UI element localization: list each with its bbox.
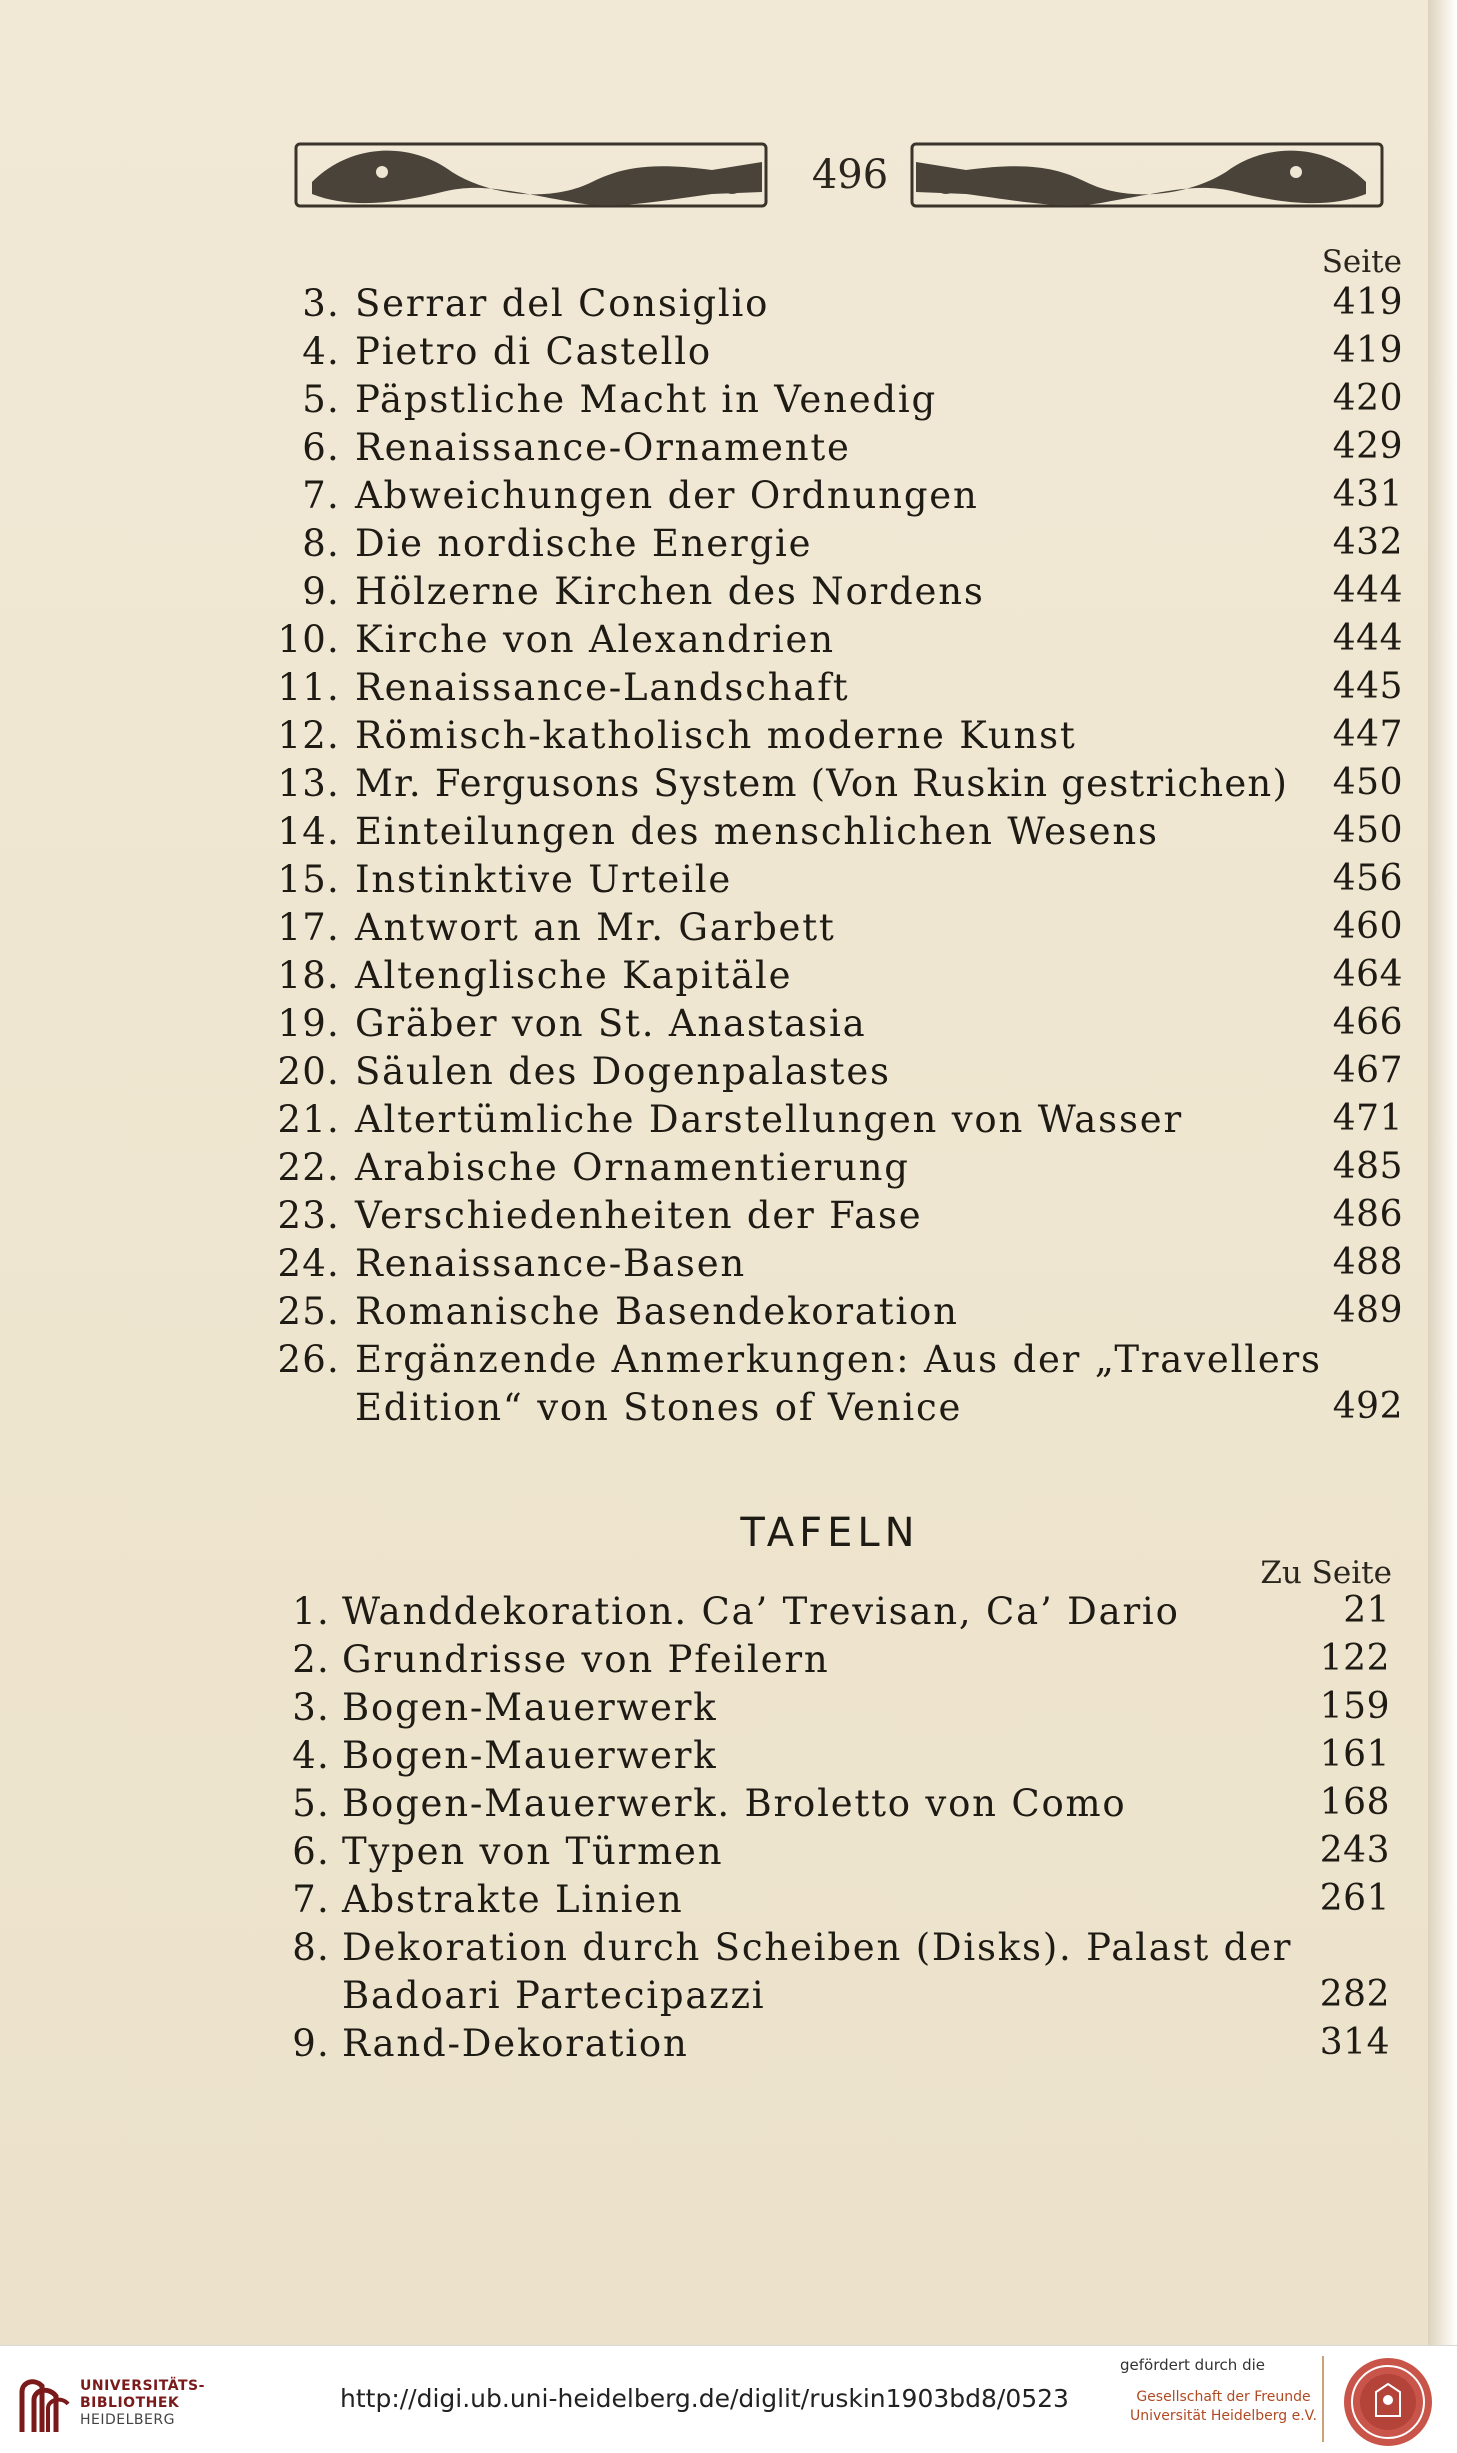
toc-row [0,1002,1457,1050]
toc-title: Päpstliche Macht in Venedig [355,378,938,421]
toc-row [0,618,1457,666]
toc-title: Renaissance-Landschaft [355,666,850,709]
toc-page: 447 [1332,714,1403,755]
toc-number: 6. [302,426,340,469]
toc-title: Altenglische Kapitäle [355,954,793,997]
toc-number: 4. [302,330,340,373]
toc-title: Romanische Basendekoration [355,1290,959,1333]
toc-page: 429 [1332,426,1403,467]
toc-title: Ergänzende Anmerkungen: Aus der „Travellers [355,1338,1322,1381]
plate-row [0,1686,1457,1734]
plates-column-header: Zu Seite [1260,1555,1392,1591]
toc-title: Renaissance-Ornamente [355,426,851,469]
toc-number: 5. [302,378,340,421]
footer-bar [0,2345,1457,2453]
plate-number: 4. [292,1734,330,1777]
plate-row [0,1926,1457,1974]
toc-column-header: Seite [1321,244,1402,280]
toc-title: Antwort an Mr. Garbett [355,906,836,949]
toc-title: Serrar del Consiglio [355,282,770,325]
plate-title: Rand-Dekoration [342,2022,689,2065]
plate-number: 9. [292,2022,330,2065]
toc-number: 24. [277,1242,340,1285]
plate-row [0,1974,1457,2022]
toc-number: 12. [277,714,340,757]
toc-row [0,954,1457,1002]
toc-row [0,762,1457,810]
toc-row [0,282,1457,330]
toc-number: 19. [277,1002,340,1045]
library-line-3: HEIDELBERG [80,2412,175,2428]
toc-row [0,1242,1457,1290]
footer-divider [1322,2356,1324,2442]
toc-title: Hölzerne Kirchen des Nordens [355,570,985,613]
university-seal-icon [1340,2354,1436,2450]
toc-number: 7. [302,474,340,517]
plate-page: 159 [1319,1686,1390,1727]
toc-title: Die nordische Energie [355,522,813,565]
plate-title: Badoari Partecipazzi [342,1974,766,2017]
toc-title: Mr. Fergusons System (Von Ruskin gestrichen) [355,762,1289,805]
toc-page: 431 [1332,474,1403,515]
toc-page: 420 [1332,378,1403,419]
toc-page: 492 [1332,1386,1403,1427]
plate-number: 6. [292,1830,330,1873]
toc-number: 3. [302,282,340,325]
toc-number: 26. [277,1338,340,1381]
toc-number: 9. [302,570,340,613]
plate-row [0,2022,1457,2070]
toc-page: 486 [1332,1194,1403,1235]
plate-title: Dekoration durch Scheiben (Disks). Palast der [342,1926,1293,1969]
plate-title: Abstrakte Linien [342,1878,684,1921]
plate-number: 3. [292,1686,330,1729]
toc-page: 432 [1332,522,1403,563]
plate-title: Bogen-Mauerwerk [342,1686,718,1729]
plate-number: 7. [292,1878,330,1921]
plate-row [0,1782,1457,1830]
toc-title: Edition“ von Stones of Venice [355,1386,963,1429]
plate-page: 161 [1319,1734,1390,1775]
toc-row [0,1194,1457,1242]
sponsor-name [1130,2388,1317,2426]
toc-number: 13. [277,762,340,805]
toc-row [0,474,1457,522]
toc-page: 450 [1332,762,1403,803]
toc-row [0,378,1457,426]
toc-row [0,1338,1457,1386]
toc-row [0,1098,1457,1146]
toc-title: Römisch-katholisch moderne Kunst [355,714,1077,757]
plate-title: Bogen-Mauerwerk. Broletto von Como [342,1782,1127,1825]
toc-page: 466 [1332,1002,1403,1043]
sponsor-label: gefördert durch die [1120,2356,1265,2374]
toc-page: 445 [1332,666,1403,707]
toc-page: 471 [1332,1098,1403,1139]
toc-row [0,570,1457,618]
plate-number: 8. [292,1926,330,1969]
toc-title: Abweichungen der Ordnungen [355,474,979,517]
toc-row [0,714,1457,762]
toc-page: 444 [1332,570,1403,611]
toc-number: 20. [277,1050,340,1093]
toc-page: 485 [1332,1146,1403,1187]
plate-title: Bogen-Mauerwerk [342,1734,718,1777]
plate-page: 282 [1319,1974,1390,2015]
toc-page: 456 [1332,858,1403,899]
toc-number: 17. [277,906,340,949]
toc-number: 14. [277,810,340,853]
toc-page: 419 [1332,330,1403,371]
toc-row [0,426,1457,474]
toc-number: 21. [277,1098,340,1141]
toc-row [0,1290,1457,1338]
library-name [80,2378,205,2429]
toc-title: Altertümliche Darstellungen von Wasser [355,1098,1183,1141]
toc-title: Arabische Ornamentierung [355,1146,910,1189]
plate-page: 21 [1343,1590,1390,1631]
plate-row [0,1734,1457,1782]
plate-title: Wanddekoration. Ca’ Trevisan, Ca’ Dario [342,1590,1180,1633]
toc-title: Einteilungen des menschlichen Wesens [355,810,1159,853]
toc-row [0,1146,1457,1194]
toc-row [0,666,1457,714]
plate-page: 168 [1319,1782,1390,1823]
plate-title: Typen von Türmen [342,1830,724,1873]
plate-number: 1. [292,1590,330,1633]
sponsor-line-1: Gesellschaft der Freunde [1136,2389,1311,2405]
toc-page: 450 [1332,810,1403,851]
plate-page: 243 [1319,1830,1390,1871]
permalink-url[interactable]: http://digi.ub.uni-heidelberg.de/diglit/ruskin1903bd8/0523 [340,2384,1069,2413]
toc-title: Pietro di Castello [355,330,712,373]
plate-number: 2. [292,1638,330,1681]
toc-page: 489 [1332,1290,1403,1331]
sponsor-line-2: Universität Heidelberg e.V. [1130,2408,1317,2424]
plate-page: 261 [1319,1878,1390,1919]
toc-title: Kirche von Alexandrien [355,618,835,661]
toc-row [0,810,1457,858]
toc-number: 15. [277,858,340,901]
plate-row [0,1638,1457,1686]
toc-number: 8. [302,522,340,565]
plate-page: 314 [1319,2022,1390,2063]
toc-page: 464 [1332,954,1403,995]
library-line-1: UNIVERSITÄTS- [80,2378,205,2394]
toc-number: 18. [277,954,340,997]
toc-row [0,1386,1457,1434]
toc-row [0,522,1457,570]
library-logo-icon [14,2374,72,2438]
toc-row [0,858,1457,906]
toc-page: 467 [1332,1050,1403,1091]
toc-title: Instinktive Urteile [355,858,733,901]
page-number: 496 [811,152,889,198]
toc-page: 460 [1332,906,1403,947]
toc-number: 10. [277,618,340,661]
plate-row [0,1878,1457,1926]
plate-number: 5. [292,1782,330,1825]
toc-number: 22. [277,1146,340,1189]
plate-title: Grundrisse von Pfeilern [342,1638,830,1681]
toc-title: Säulen des Dogenpalastes [355,1050,891,1093]
toc-number: 11. [277,666,340,709]
plate-row [0,1590,1457,1638]
toc-row [0,330,1457,378]
toc-number: 23. [277,1194,340,1237]
toc-page: 488 [1332,1242,1403,1283]
plates-heading: TAFELN [740,1510,920,1556]
toc-title: Renaissance-Basen [355,1242,747,1285]
toc-number: 25. [277,1290,340,1333]
toc-page: 444 [1332,618,1403,659]
toc-row [0,1050,1457,1098]
plate-row [0,1830,1457,1878]
plate-page: 122 [1319,1638,1390,1679]
library-line-2: BIBLIOTHEK [80,2395,180,2411]
toc-title: Gräber von St. Anastasia [355,1002,867,1045]
toc-title: Verschiedenheiten der Fase [355,1194,923,1237]
toc-row [0,906,1457,954]
toc-page: 419 [1332,282,1403,323]
